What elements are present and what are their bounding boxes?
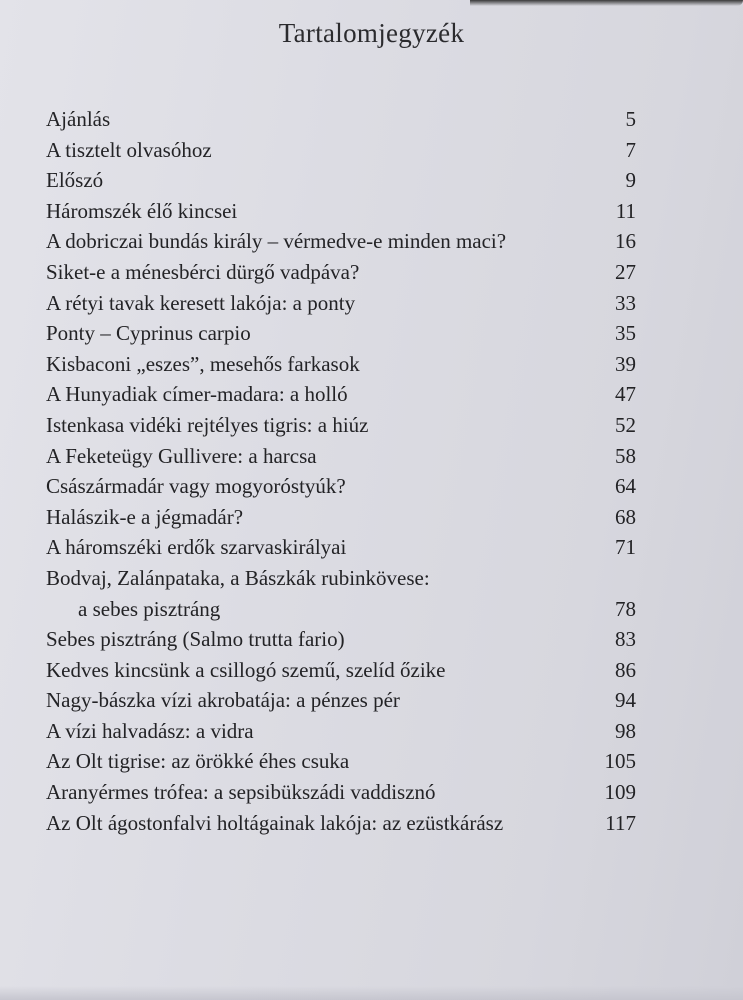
toc-entry: [46, 685, 636, 716]
toc-entry: [46, 441, 636, 472]
toc-entry: [46, 594, 636, 625]
toc-entry-page-number: 68: [615, 504, 636, 529]
toc-entry-page-number: 7: [625, 137, 636, 162]
toc-entry-title: Ajánlás: [46, 107, 111, 131]
toc-entry-title: Istenkasa vidéki rejtélyes tigris: a hiúz: [46, 412, 369, 437]
toc-entry-title: Halászik-e a jégmadár?: [46, 504, 244, 529]
toc-entry-title: Előszó: [46, 168, 104, 193]
toc-entry: [46, 226, 636, 257]
toc-entry-page-number: 58: [615, 443, 636, 468]
toc-entry-title: Sebes pisztráng (Salmo trutta fario): [46, 627, 345, 652]
toc-entry: [46, 196, 636, 227]
toc-entry-title: Nagy-bászka vízi akrobatája: a pénzes pér: [46, 688, 400, 713]
toc-entry: [46, 257, 636, 288]
toc-entry-title: A tisztelt olvasóhoz: [46, 137, 212, 162]
toc-entry-title: Bodvaj, Zalánpataka, a Bászkák rubinkövese:: [46, 565, 430, 590]
toc-entry-page-number: 83: [615, 627, 636, 652]
toc-entry-title: Aranyérmes trófea: a sepsibükszádi vaddisznó: [46, 780, 436, 805]
toc-entry-page-number: 98: [615, 718, 636, 743]
toc-entry-page-number: 5: [625, 107, 636, 131]
toc-entry: [46, 165, 636, 196]
toc-entry-title: Háromszék élő kincsei: [46, 198, 238, 223]
toc-entry: [46, 746, 636, 777]
toc-entry-title: A háromszéki erdők szarvaskirályai: [46, 535, 347, 560]
toc-entry-page-number: 64: [615, 474, 636, 499]
toc-entry: [46, 104, 636, 135]
toc-entry-title: A Hunyadiak címer-madara: a holló: [46, 382, 348, 407]
toc-entry: [46, 379, 636, 410]
toc-entry: [46, 471, 636, 502]
toc-entry-title: a sebes pisztráng: [78, 596, 221, 621]
toc-entry: [46, 135, 636, 166]
toc-entry: [46, 410, 636, 441]
toc-entry-page-number: 33: [615, 290, 636, 315]
toc-entry: [46, 349, 636, 380]
toc-entry-page-number: 47: [615, 382, 636, 407]
toc-entry: [46, 777, 636, 808]
toc-entry-page-number: 16: [615, 229, 636, 254]
toc-entry-page-number: 117: [605, 810, 636, 835]
toc-entry-page-number: 39: [615, 351, 636, 376]
toc-entry: [46, 563, 636, 594]
toc-entry-title: Siket-e a ménesbérci dürgő vadpáva?: [46, 259, 360, 284]
toc-entry-title: A dobriczai bundás király – vérmedve-e minden maci?: [46, 229, 507, 254]
toc-entry-title: Ponty – Cyprinus carpio: [46, 321, 251, 346]
toc-entry: [46, 532, 636, 563]
toc-entry-page-number: 94: [615, 688, 636, 713]
toc-entry-title: A Feketeügy Gullivere: a harcsa: [46, 443, 317, 468]
toc-entry-page-number: 52: [615, 412, 636, 437]
toc-entry-page-number: 78: [615, 596, 636, 621]
toc-entry-page-number: 109: [604, 780, 636, 805]
toc-entry-page-number: 27: [615, 259, 636, 284]
page-bottom-edge: [0, 986, 743, 1000]
toc-entry-page-number: 86: [615, 657, 636, 682]
toc-entry-title: A rétyi tavak keresett lakója: a ponty: [46, 290, 356, 315]
toc-entry-title: A vízi halvadász: a vidra: [46, 718, 254, 743]
toc-entry-page-number: 35: [615, 321, 636, 346]
toc-entry: [46, 502, 636, 533]
page-title: Tartalomjegyzék: [278, 18, 465, 48]
toc-entry-page-number: 71: [615, 535, 636, 560]
table-of-contents: [46, 104, 636, 838]
top-shadow: [470, 0, 743, 6]
toc-entry: [46, 624, 636, 655]
toc-entry: [46, 288, 636, 319]
toc-entry: [46, 716, 636, 747]
toc-entry-title: Kedves kincsünk a csillogó szemű, szelíd őzike: [46, 657, 446, 682]
toc-entry-title: Császármadár vagy mogyoróstyúk?: [46, 474, 346, 499]
toc-entry-title: Az Olt ágostonfalvi holtágainak lakója: az ezüstkárász: [46, 810, 504, 835]
toc-entry: [46, 808, 636, 839]
toc-entry-page-number: 11: [615, 198, 636, 223]
toc-entry: [46, 655, 636, 686]
toc-entry-title: Az Olt tigrise: az örökké éhes csuka: [46, 749, 350, 774]
toc-entry: [46, 318, 636, 349]
toc-entry-page-number: 9: [625, 168, 636, 193]
toc-entry-title: Kisbaconi „eszes”, mesehős farkasok: [46, 351, 360, 376]
toc-entry-page-number: 105: [604, 749, 636, 774]
